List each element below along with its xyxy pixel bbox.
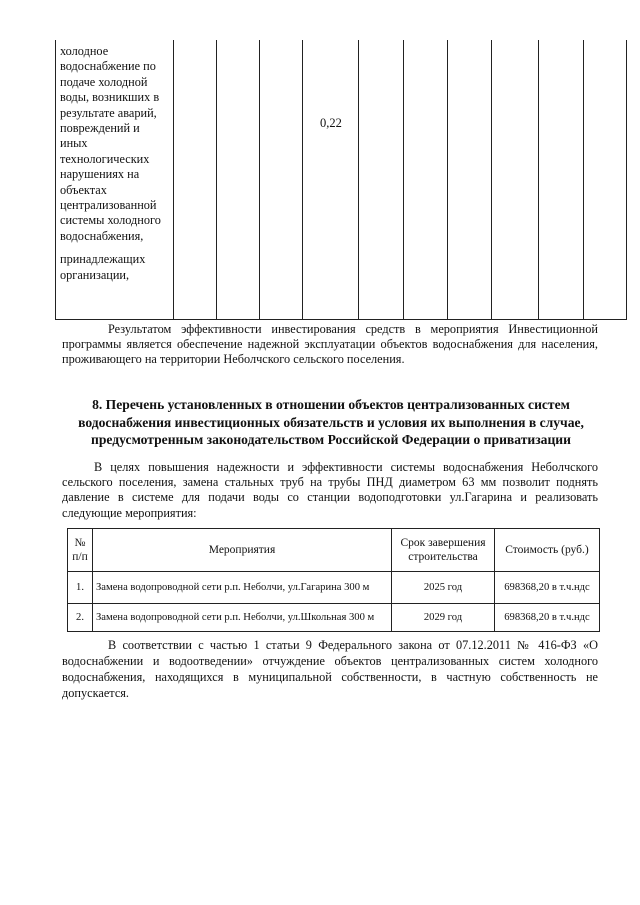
indicator-value: 0,22 bbox=[320, 116, 342, 130]
column-divider bbox=[302, 40, 303, 319]
first-cell-text bbox=[60, 44, 172, 283]
table-row bbox=[68, 604, 600, 632]
continuation-table bbox=[55, 40, 627, 320]
cell-line: водоснабжения, bbox=[60, 228, 144, 243]
column-divider bbox=[259, 40, 260, 319]
row-cost: 698368,20 в т.ч.ндс bbox=[495, 572, 600, 604]
cell-line: технологических bbox=[60, 151, 150, 166]
cell-line: объектах bbox=[60, 182, 107, 197]
cell-line: иных bbox=[60, 136, 88, 151]
column-divider bbox=[538, 40, 539, 319]
cell-line: водоснабжение по bbox=[60, 59, 156, 74]
row-name: Замена водопроводной сети р.п. Неболчи, ул.Школьная 300 м bbox=[93, 604, 392, 632]
cell-line: системы холодного bbox=[60, 213, 161, 228]
intro-paragraph: В целях повышения надежности и эффективности системы водоснабжения Неболчского сельского поселения, замена стальных труб на трубы ПНД диаметром 63 мм позволит поднять давление в системе для подачи воды со станции водоподготовки ул.Гагарина и реализовать следующие мероприятия: bbox=[62, 460, 598, 520]
cell-line: повреждений и bbox=[60, 121, 140, 136]
cell-line: нарушениях на bbox=[60, 167, 140, 182]
row-num: 1. bbox=[68, 572, 93, 604]
table-header-row bbox=[68, 529, 600, 572]
cell-line: подаче холодной bbox=[60, 74, 148, 89]
row-cost: 698368,20 в т.ч.ндс bbox=[495, 604, 600, 632]
cell-line: результате аварий, bbox=[60, 105, 157, 120]
cell-line: холодное bbox=[60, 44, 109, 58]
column-divider bbox=[358, 40, 359, 319]
header-cost: Стоимость (руб.) bbox=[495, 529, 600, 572]
cell-line: воды, возникших в bbox=[60, 90, 160, 105]
column-divider bbox=[403, 40, 404, 319]
row-term: 2025 год bbox=[392, 572, 495, 604]
header-num: № п/п bbox=[68, 529, 93, 572]
column-divider bbox=[491, 40, 492, 319]
column-divider bbox=[173, 40, 174, 319]
column-divider bbox=[447, 40, 448, 319]
closing-paragraph: В соответствии с частью 1 статьи 9 Федерального закона от 07.12.2011 № 416-ФЗ «О водоснабжении и водоотведении» отчуждение объектов централизованных систем холодного водоснабжения, находящихся в муниципальной собственности, в частную собственность не допускается. bbox=[62, 638, 598, 700]
result-paragraph: Результатом эффективности инвестирования средств в мероприятия Инвестиционной программы является обеспечение надежной эксплуатации объектов водоснабжения для населения, проживающего на территории Неболчского сельского поселения. bbox=[62, 322, 598, 367]
cell-line: централизованной bbox=[60, 198, 157, 213]
row-name: Замена водопроводной сети р.п. Неболчи, ул.Гагарина 300 м bbox=[93, 572, 392, 604]
row-num: 2. bbox=[68, 604, 93, 632]
cell-line: организации, bbox=[60, 267, 130, 282]
column-divider bbox=[216, 40, 217, 319]
measures-table bbox=[67, 528, 600, 632]
column-divider bbox=[583, 40, 584, 319]
table-row bbox=[68, 572, 600, 604]
row-term: 2029 год bbox=[392, 604, 495, 632]
header-term: Срок завершения строительства bbox=[392, 529, 495, 572]
cell-line: принадлежащих bbox=[60, 252, 146, 267]
section-heading: 8. Перечень установленных в отношении объектов централизованных систем водоснабжения инвестиционных обязательств и условия их выполнения в случае, предусмотренным законодательством Российской Федерации о приватизации bbox=[78, 397, 584, 447]
header-name: Мероприятия bbox=[93, 529, 392, 572]
